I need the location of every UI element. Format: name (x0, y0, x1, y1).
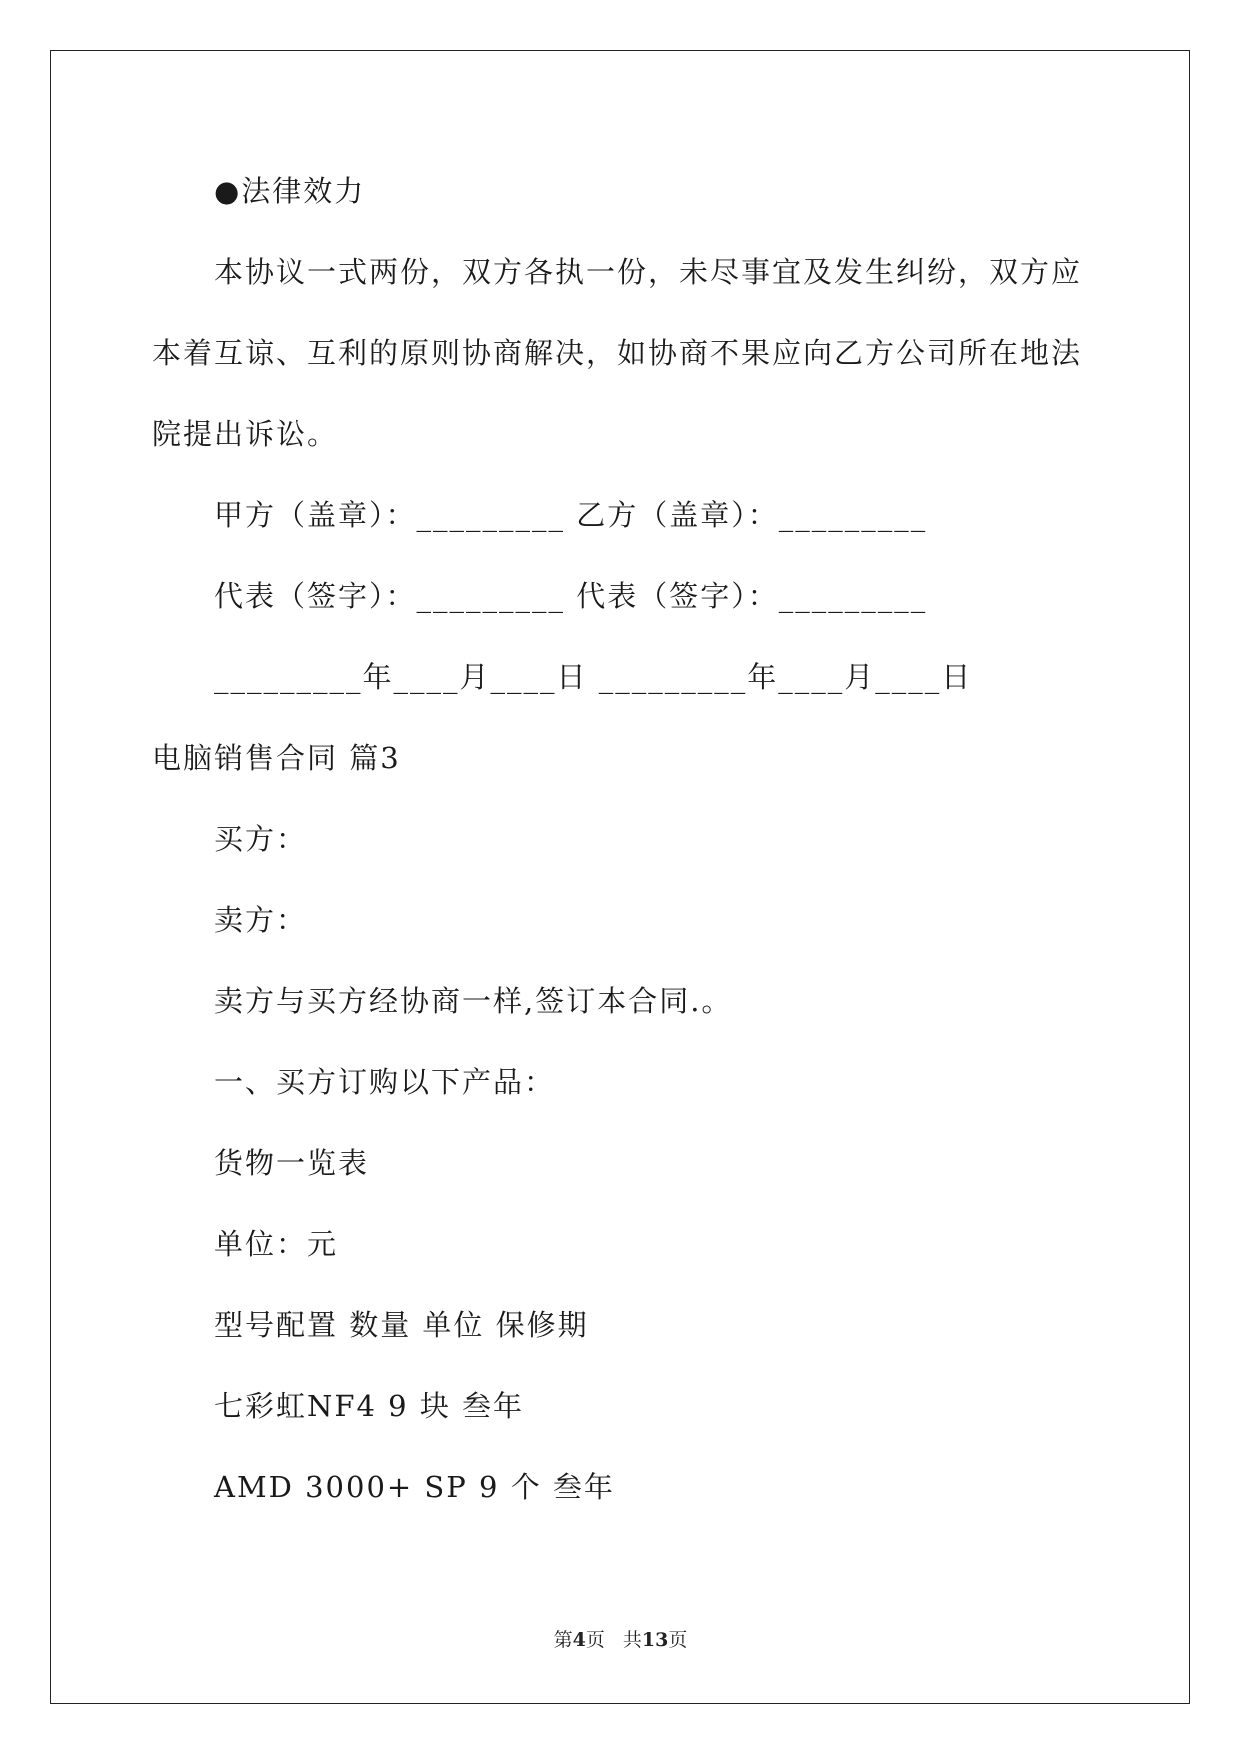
footer-page-number: 4 (572, 1629, 586, 1651)
page-footer (0, 1628, 1241, 1652)
paragraph-line: 本着互谅、互利的原则协商解决，如协商不果应向乙方公司所在地法 (152, 336, 1083, 370)
page-border (50, 50, 1190, 1704)
footer-total-prefix: 共 (622, 1629, 642, 1651)
paragraph-line: 卖方与买方经协商一样,签订本合同.。 (214, 984, 733, 1018)
footer-total-suffix: 页 (668, 1629, 688, 1651)
goods-row: 七彩虹NF4 9 块 叁年 (214, 1389, 525, 1423)
unit-line: 单位：元 (214, 1227, 339, 1261)
footer-page-suffix: 页 (585, 1629, 605, 1651)
paragraph-line: 本协议一式两份，双方各执一份，未尽事宜及发生纠纷，双方应 (214, 255, 1083, 289)
goods-table-header: 型号配置 数量 单位 保修期 (214, 1308, 589, 1342)
paragraph-line: 院提出诉讼。 (152, 417, 339, 451)
footer-total-pages: 13 (641, 1629, 669, 1651)
section-heading-legal-effect: ●法律效力 (214, 174, 366, 208)
signature-date-line: _________年____月____日 _________年____月____日 (214, 660, 973, 694)
signature-rep-line: 代表（签字）：_________ 代表（签字）：_________ (214, 579, 928, 613)
goods-row: AMD 3000+ SP 9 个 叁年 (214, 1470, 615, 1504)
signature-seal-line: 甲方（盖章）：_________ 乙方（盖章）：_________ (214, 498, 928, 532)
contract-title: 电脑销售合同 篇3 (152, 741, 401, 775)
clause-heading: 一、买方订购以下产品： (214, 1065, 556, 1099)
goods-list-title: 货物一览表 (214, 1146, 370, 1180)
buyer-line: 买方： (214, 822, 308, 856)
seller-line: 卖方： (214, 903, 308, 937)
footer-page-prefix: 第 (553, 1629, 573, 1651)
